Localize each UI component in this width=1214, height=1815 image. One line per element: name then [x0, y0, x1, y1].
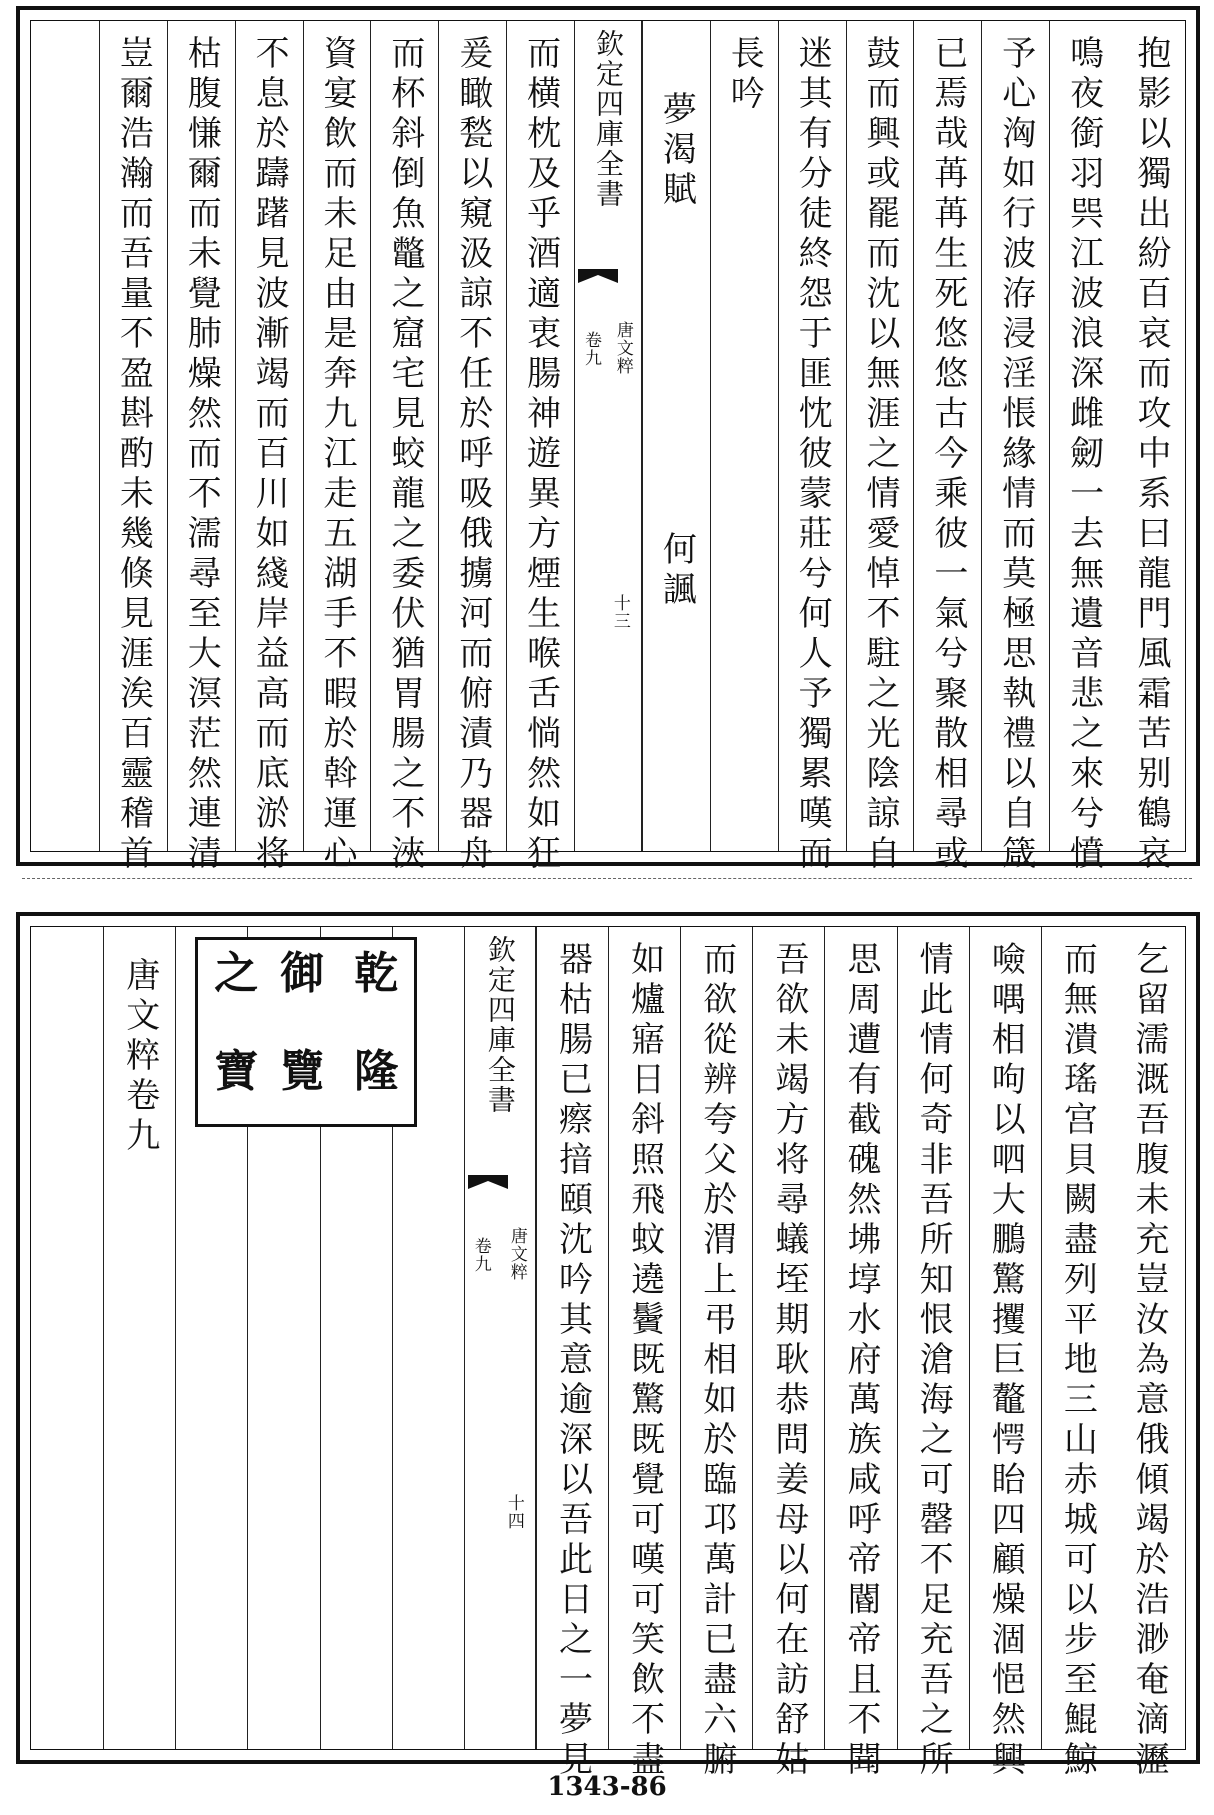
seal-character: 乾 — [354, 948, 399, 999]
juan-number-small: 卷九 — [470, 1237, 491, 1273]
top-page-inner-frame — [30, 20, 1186, 875]
text-column — [370, 21, 438, 875]
column-text: 而横枕及乎酒適衷腸神遊異方煙生喉舌惝然如狂 — [520, 35, 561, 875]
text-column — [981, 21, 1049, 875]
text-column — [642, 21, 710, 851]
column-text: 唐文粹卷九 — [119, 957, 160, 1157]
fishtail-mark-icon — [468, 1175, 508, 1201]
leaf-number-small: 十三 — [609, 593, 630, 630]
text-column — [536, 927, 608, 1781]
column-text: 而杯斜倒魚鼈之窟宅見蛟龍之委伏猶胃腸之不浹 — [384, 35, 425, 875]
text-column — [897, 927, 969, 1781]
text-column — [235, 21, 303, 875]
column-text: 已焉哉苒苒生死悠悠古今乘彼一氣兮聚散相尋或 — [927, 35, 968, 875]
text-column — [969, 927, 1041, 1781]
bottom-page-inner-frame — [30, 926, 1186, 1781]
siku-title: 欽定四庫全書 — [483, 935, 517, 1115]
column-text: 噞喁相呴以呬大鵬驚攫巨鼇愕眙四顧燥涸悒然興 — [985, 941, 1026, 1781]
column-text: 而無潰瑤宫貝闕盡列平地三山赤城可以步至鯤鯨 — [1057, 941, 1098, 1781]
leaf-number-small: 十四 — [503, 1494, 524, 1531]
column-text: 乞留濡溉吾腹未充豈汝為意俄傾竭於浩渺奄滴瀝 — [1128, 941, 1169, 1781]
column-text: 迷其有分徒終怨于匪忱彼蒙莊兮何人予獨累嘆而 — [792, 35, 833, 875]
column-text: 如爐寤日斜照飛蚊遶鬢既驚既覺可嘆可笑飲不盡 — [624, 941, 665, 1781]
fishtail-mark-icon — [578, 269, 618, 295]
column-text: 思周遭有截磈然坲埻水府萬族咸呼帝閽帝且不聞 — [840, 941, 881, 1781]
siku-title: 欽定四庫全書 — [591, 29, 625, 209]
column-text: 器枯腸已瘵揞頤沈吟其意逾深以吾此日之一夢見 — [552, 941, 593, 1781]
text-column — [438, 21, 506, 875]
column-text: 長吟 — [724, 35, 765, 115]
seal-character: 之 — [214, 948, 259, 999]
book-title-small: 唐文粹 — [506, 1227, 527, 1281]
center-fold-column — [574, 21, 642, 851]
bottom-page-frame — [16, 912, 1200, 1781]
text-column — [99, 21, 167, 875]
column-text: 鳴夜銜羽巺江波浪深雌劒一去無遺音悲之來兮憤 — [1063, 35, 1104, 875]
text-column — [1049, 21, 1117, 875]
column-text: 豈爾浩瀚而吾量不盈斟酌未幾倏見涯涘百靈稽首 — [113, 35, 154, 875]
column-text: 抱影以獨出紛百哀而攻中系曰龍門風霜苦别鶴哀 — [1131, 35, 1172, 875]
text-column — [167, 21, 235, 875]
column-text: 吾欲未竭方将尋蟻垤期耿恭問姜母以何在訪舒姑 — [768, 941, 809, 1781]
column-text: 枯腹慊爾而未覺肺燥然而不濡尋至大溟茫然連清 — [181, 35, 222, 875]
text-column — [752, 927, 824, 1781]
seal-character: 覽 — [280, 1046, 325, 1097]
text-column — [103, 927, 175, 1749]
column-text: 夢渴賦 何諷 — [656, 91, 697, 611]
center-fold-column — [464, 927, 536, 1749]
column-text: 予心洶如行波洊浸淫悵緣情而莫極思執禮以自箴 — [995, 35, 1036, 875]
column-text: 爰瞰甃以窺汲諒不任於呼吸俄擄河而俯漬乃器舟 — [452, 35, 493, 875]
column-text: 不息於躊躇見波漸竭而百川如綫岸益高而底淤将 — [249, 35, 290, 875]
text-column — [1041, 927, 1113, 1781]
column-text: 情此情何奇非吾所知恨滄海之可罄不足充吾之所 — [913, 941, 954, 1781]
text-column — [913, 21, 981, 875]
text-column — [778, 21, 846, 875]
juan-number-small: 卷九 — [581, 331, 602, 367]
text-column — [1113, 927, 1185, 1781]
page-number: 1343-86 — [547, 1772, 667, 1802]
text-column — [846, 21, 914, 875]
text-column — [710, 21, 778, 851]
column-text: 資宴飲而未足由是奔九江走五湖手不暇於斡運心 — [316, 35, 357, 875]
text-column — [1117, 21, 1185, 875]
text-column — [608, 927, 680, 1781]
column-text: 而欲從辨夸父於渭上弔相如於臨邛萬計已盡六腑 — [696, 941, 737, 1781]
margin-rule — [22, 878, 1192, 879]
book-title-small: 唐文粹 — [612, 321, 633, 375]
seal-character: 寶 — [214, 1046, 259, 1097]
text-column — [824, 927, 896, 1781]
text-column — [680, 927, 752, 1781]
seal-character: 御 — [280, 948, 325, 999]
text-column — [303, 21, 371, 875]
column-text: 鼓而興或罷而沈以無涯之情愛悼不駐之光陰諒自 — [860, 35, 901, 875]
text-column — [506, 21, 574, 875]
imperial-seal — [195, 937, 417, 1127]
seal-character: 隆 — [354, 1046, 399, 1097]
top-page-frame — [16, 6, 1200, 875]
